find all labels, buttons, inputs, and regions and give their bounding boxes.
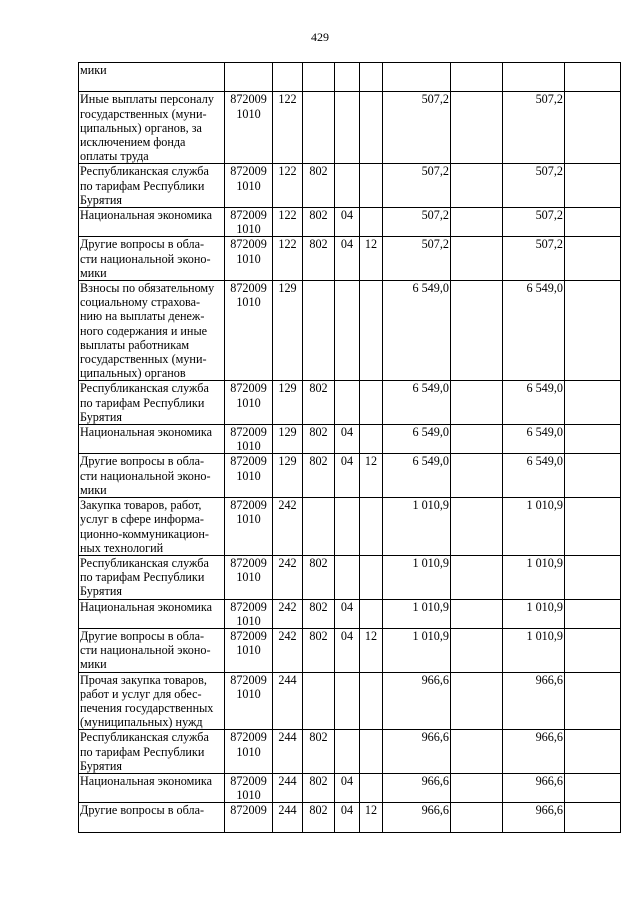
target-article-cell: [225, 454, 273, 498]
subsection-code-cell: [360, 381, 383, 425]
table-row: [79, 672, 621, 730]
target-article-cell: [225, 555, 273, 599]
subsection-code-cell: [360, 208, 383, 237]
amount-cell: [565, 381, 621, 425]
cell-line: по тарифам Республики: [80, 178, 205, 193]
amount-cell: 507,2: [383, 164, 451, 208]
amount-cell: 6 549,0: [383, 281, 451, 381]
cell-line: 872009: [230, 281, 267, 296]
amount-cell: [565, 498, 621, 556]
amount-cell: [565, 599, 621, 628]
cell-line: услуг в сфере информа-: [80, 512, 204, 527]
cell-line: Национальная экономика: [80, 773, 213, 788]
cell-line: 872009: [230, 164, 267, 179]
cell-line: Закупка товаров, работ,: [80, 498, 202, 513]
cell-line: 1010: [236, 512, 261, 527]
subsection-code-cell: [360, 498, 383, 556]
amount-cell: [565, 425, 621, 454]
subsection-code-cell: [360, 672, 383, 730]
cell-line: Бурятия: [80, 584, 122, 599]
amount-cell: [451, 164, 503, 208]
section-code-cell: 04: [335, 425, 360, 454]
amount-cell: [565, 555, 621, 599]
ministry-code-cell: 802: [303, 164, 335, 208]
table-row: [79, 63, 621, 92]
section-code-cell: 04: [335, 599, 360, 628]
table-row: [79, 281, 621, 381]
amount-cell: 966,6: [503, 803, 565, 832]
cell-line: мики: [80, 482, 107, 497]
section-code-cell: [335, 730, 360, 774]
amount-cell: 1 010,9: [503, 498, 565, 556]
expense-type-cell: 122: [273, 237, 303, 281]
ministry-code-cell: 802: [303, 730, 335, 774]
cell-line: ципальных) органов, за: [80, 120, 202, 135]
section-code-cell: [335, 92, 360, 164]
cell-line: мики: [80, 63, 107, 77]
cell-line: социальному страхова-: [80, 295, 201, 310]
subsection-code-cell: [360, 425, 383, 454]
amount-cell: 507,2: [503, 208, 565, 237]
expense-name-cell: [79, 92, 225, 164]
amount-cell: 966,6: [383, 803, 451, 832]
subsection-code-cell: [360, 555, 383, 599]
expense-type-cell: 129: [273, 381, 303, 425]
amount-cell: [451, 498, 503, 556]
expense-type-cell: 122: [273, 92, 303, 164]
amount-cell: [451, 381, 503, 425]
amount-cell: 966,6: [503, 672, 565, 730]
cell-line: 872009: [230, 454, 267, 469]
cell-line: 1010: [236, 222, 261, 237]
cell-line: мики: [80, 265, 107, 280]
cell-line: по тарифам Республики: [80, 395, 205, 410]
ministry-code-cell: 802: [303, 381, 335, 425]
section-code-cell: [335, 63, 360, 92]
target-article-cell: [225, 425, 273, 454]
cell-line: 872009: [230, 381, 267, 396]
subsection-code-cell: 12: [360, 454, 383, 498]
expense-name-cell: [79, 454, 225, 498]
expense-type-cell: 129: [273, 454, 303, 498]
expense-name-cell: [79, 208, 225, 237]
amount-cell: [503, 63, 565, 92]
amount-cell: [565, 454, 621, 498]
target-article-cell: [225, 730, 273, 774]
expense-name-cell: [79, 381, 225, 425]
cell-line: 872009: [230, 599, 267, 614]
cell-line: мики: [80, 657, 107, 672]
cell-line: оплаты труда: [80, 149, 149, 164]
amount-cell: [565, 803, 621, 832]
cell-line: 872009: [230, 803, 267, 818]
target-article-cell: [225, 381, 273, 425]
subsection-code-cell: 12: [360, 803, 383, 832]
section-code-cell: [335, 281, 360, 381]
cell-line: Другие вопросы в обла-: [80, 454, 205, 469]
subsection-code-cell: 12: [360, 628, 383, 672]
subsection-code-cell: [360, 164, 383, 208]
expense-name-cell: [79, 281, 225, 381]
cell-line: Республиканская служба: [80, 730, 209, 745]
cell-line: 1010: [236, 788, 261, 803]
cell-line: 1010: [236, 106, 261, 121]
amount-cell: [565, 92, 621, 164]
section-code-cell: [335, 498, 360, 556]
amount-cell: [565, 281, 621, 381]
expense-type-cell: 129: [273, 281, 303, 381]
amount-cell: [565, 730, 621, 774]
cell-line: по тарифам Республики: [80, 570, 205, 585]
cell-line: 1010: [236, 570, 261, 585]
amount-cell: 507,2: [383, 208, 451, 237]
cell-line: ного содержания и иные: [80, 323, 208, 338]
amount-cell: [565, 63, 621, 92]
cell-line: 1010: [236, 643, 261, 658]
cell-line: [226, 77, 271, 91]
amount-cell: 966,6: [383, 672, 451, 730]
expense-name-cell: [79, 237, 225, 281]
amount-cell: 6 549,0: [503, 281, 565, 381]
section-code-cell: 04: [335, 628, 360, 672]
section-code-cell: [335, 555, 360, 599]
ministry-code-cell: [303, 281, 335, 381]
table-row: [79, 555, 621, 599]
section-code-cell: 04: [335, 773, 360, 802]
target-article-cell: [225, 773, 273, 802]
section-code-cell: 04: [335, 454, 360, 498]
cell-line: работ и услуг для обес-: [80, 686, 202, 701]
amount-cell: [451, 454, 503, 498]
amount-cell: 507,2: [503, 92, 565, 164]
target-article-cell: [225, 803, 273, 832]
cell-line: выплаты работникам: [80, 337, 190, 352]
amount-cell: [451, 425, 503, 454]
ministry-code-cell: 802: [303, 773, 335, 802]
amount-cell: 1 010,9: [503, 555, 565, 599]
target-article-cell: [225, 281, 273, 381]
table-row: [79, 237, 621, 281]
ministry-code-cell: [303, 92, 335, 164]
amount-cell: 6 549,0: [383, 425, 451, 454]
amount-cell: [451, 208, 503, 237]
section-code-cell: 04: [335, 208, 360, 237]
amount-cell: [565, 773, 621, 802]
amount-cell: 1 010,9: [383, 599, 451, 628]
cell-line: Республиканская служба: [80, 164, 209, 179]
cell-line: 872009: [230, 628, 267, 643]
ministry-code-cell: 802: [303, 555, 335, 599]
amount-cell: [451, 773, 503, 802]
table-row: [79, 803, 621, 832]
expense-name-cell: [79, 425, 225, 454]
amount-cell: [451, 803, 503, 832]
table-row: [79, 773, 621, 802]
cell-line: нию на выплаты денеж-: [80, 309, 205, 324]
amount-cell: 1 010,9: [383, 498, 451, 556]
amount-cell: 966,6: [383, 773, 451, 802]
table-row: [79, 92, 621, 164]
amount-cell: 507,2: [503, 164, 565, 208]
expense-type-cell: 244: [273, 773, 303, 802]
amount-cell: 6 549,0: [503, 454, 565, 498]
cell-line: 872009: [230, 672, 267, 687]
subsection-code-cell: [360, 773, 383, 802]
cell-line: [226, 63, 271, 77]
amount-cell: 6 549,0: [383, 454, 451, 498]
ministry-code-cell: [303, 672, 335, 730]
expense-name-cell: [79, 599, 225, 628]
cell-line: Национальная экономика: [80, 425, 213, 440]
table-row: [79, 425, 621, 454]
amount-cell: [565, 628, 621, 672]
ministry-code-cell: 802: [303, 628, 335, 672]
ministry-code-cell: [303, 63, 335, 92]
expense-type-cell: 242: [273, 498, 303, 556]
cell-line: 872009: [230, 92, 267, 107]
expense-type-cell: [273, 63, 303, 92]
expense-name-cell: [79, 803, 225, 832]
amount-cell: [565, 237, 621, 281]
expense-type-cell: 244: [273, 672, 303, 730]
budget-table: [78, 62, 621, 833]
ministry-code-cell: 802: [303, 454, 335, 498]
section-code-cell: [335, 381, 360, 425]
cell-line: 872009: [230, 555, 267, 570]
expense-type-cell: 122: [273, 164, 303, 208]
expense-name-cell: [79, 672, 225, 730]
expense-name-cell: [79, 773, 225, 802]
amount-cell: 1 010,9: [503, 628, 565, 672]
ministry-code-cell: 802: [303, 599, 335, 628]
amount-cell: [451, 672, 503, 730]
amount-cell: 966,6: [503, 773, 565, 802]
expense-name-cell: [79, 164, 225, 208]
subsection-code-cell: [360, 599, 383, 628]
subsection-code-cell: 12: [360, 237, 383, 281]
amount-cell: [383, 63, 451, 92]
amount-cell: 1 010,9: [383, 555, 451, 599]
table-row: [79, 730, 621, 774]
amount-cell: [451, 281, 503, 381]
table-row: [79, 628, 621, 672]
cell-line: Бурятия: [80, 192, 122, 207]
expense-name-cell: [79, 63, 225, 92]
expense-type-cell: 129: [273, 425, 303, 454]
cell-line: Республиканская служба: [80, 555, 209, 570]
cell-line: сти национальной эконо-: [80, 251, 211, 266]
table-row: [79, 599, 621, 628]
cell-line: Иные выплаты персоналу: [80, 92, 214, 107]
subsection-code-cell: [360, 281, 383, 381]
expense-type-cell: 244: [273, 803, 303, 832]
amount-cell: 507,2: [383, 92, 451, 164]
target-article-cell: [225, 208, 273, 237]
cell-line: [226, 818, 271, 832]
section-code-cell: 04: [335, 803, 360, 832]
cell-line: ципальных) органов: [80, 366, 186, 381]
amount-cell: 6 549,0: [383, 381, 451, 425]
ministry-code-cell: 802: [303, 803, 335, 832]
expense-name-cell: [79, 555, 225, 599]
amount-cell: [451, 628, 503, 672]
expense-type-cell: 242: [273, 555, 303, 599]
cell-line: ционно-коммуникацион-: [80, 526, 209, 541]
subsection-code-cell: [360, 730, 383, 774]
cell-line: 872009: [230, 208, 267, 223]
target-article-cell: [225, 672, 273, 730]
expense-type-cell: 122: [273, 208, 303, 237]
cell-line: сти национальной эконо-: [80, 643, 211, 658]
cell-line: (муниципальных) нужд: [80, 715, 203, 730]
cell-line: 1010: [236, 439, 261, 454]
amount-cell: [451, 92, 503, 164]
table-row: [79, 208, 621, 237]
amount-cell: 1 010,9: [383, 628, 451, 672]
cell-line: Другие вопросы в обла-: [80, 237, 205, 252]
cell-line: 872009: [230, 730, 267, 745]
target-article-cell: [225, 237, 273, 281]
ministry-code-cell: 802: [303, 208, 335, 237]
target-article-cell: [225, 63, 273, 92]
page-number: 429: [311, 30, 329, 44]
amount-cell: [451, 599, 503, 628]
amount-cell: [565, 208, 621, 237]
cell-line: Прочая закупка товаров,: [80, 672, 207, 687]
cell-line: печения государственных: [80, 700, 214, 715]
ministry-code-cell: 802: [303, 237, 335, 281]
cell-line: 1010: [236, 251, 261, 266]
cell-line: 1010: [236, 468, 261, 483]
cell-line: 1010: [236, 686, 261, 701]
cell-line: 1010: [236, 744, 261, 759]
cell-line: Другие вопросы в обла-: [80, 628, 205, 643]
cell-line: 872009: [230, 237, 267, 252]
amount-cell: 966,6: [383, 730, 451, 774]
amount-cell: 507,2: [503, 237, 565, 281]
target-article-cell: [225, 92, 273, 164]
section-code-cell: 04: [335, 237, 360, 281]
table-row: [79, 454, 621, 498]
cell-line: государственных (муни-: [80, 106, 207, 121]
cell-line: сти национальной эконо-: [80, 468, 211, 483]
cell-line: 872009: [230, 773, 267, 788]
expense-type-cell: 242: [273, 599, 303, 628]
target-article-cell: [225, 599, 273, 628]
cell-line: 1010: [236, 395, 261, 410]
amount-cell: 1 010,9: [503, 599, 565, 628]
cell-line: Другие вопросы в обла-: [80, 803, 205, 818]
table-row: [79, 164, 621, 208]
amount-cell: 507,2: [383, 237, 451, 281]
cell-line: Бурятия: [80, 409, 122, 424]
amount-cell: 6 549,0: [503, 381, 565, 425]
table-row: [79, 381, 621, 425]
section-code-cell: [335, 164, 360, 208]
table-row: [79, 498, 621, 556]
amount-cell: 966,6: [503, 730, 565, 774]
subsection-code-cell: [360, 63, 383, 92]
amount-cell: [451, 730, 503, 774]
cell-line: 1010: [236, 295, 261, 310]
ministry-code-cell: 802: [303, 425, 335, 454]
amount-cell: [451, 63, 503, 92]
cell-line: по тарифам Республики: [80, 744, 205, 759]
target-article-cell: [225, 498, 273, 556]
cell-line: Национальная экономика: [80, 599, 213, 614]
expense-name-cell: [79, 498, 225, 556]
amount-cell: [451, 555, 503, 599]
cell-line: Бурятия: [80, 758, 122, 773]
ministry-code-cell: [303, 498, 335, 556]
cell-line: ных технологий: [80, 540, 164, 555]
cell-line: Республиканская служба: [80, 381, 209, 396]
cell-line: Национальная экономика: [80, 208, 213, 223]
subsection-code-cell: [360, 92, 383, 164]
cell-line: 872009: [230, 425, 267, 440]
cell-line: исключением фонда: [80, 135, 186, 150]
target-article-cell: [225, 628, 273, 672]
cell-line: Взносы по обязательному: [80, 281, 215, 296]
cell-line: 1010: [236, 178, 261, 193]
expense-name-cell: [79, 628, 225, 672]
target-article-cell: [225, 164, 273, 208]
expense-type-cell: 242: [273, 628, 303, 672]
amount-cell: [565, 164, 621, 208]
cell-line: 872009: [230, 498, 267, 513]
amount-cell: [451, 237, 503, 281]
amount-cell: [565, 672, 621, 730]
cell-line: государственных (муни-: [80, 352, 207, 367]
budget-table-body: [79, 63, 621, 833]
section-code-cell: [335, 672, 360, 730]
amount-cell: 6 549,0: [503, 425, 565, 454]
cell-line: 1010: [236, 613, 261, 628]
expense-type-cell: 244: [273, 730, 303, 774]
expense-name-cell: [79, 730, 225, 774]
